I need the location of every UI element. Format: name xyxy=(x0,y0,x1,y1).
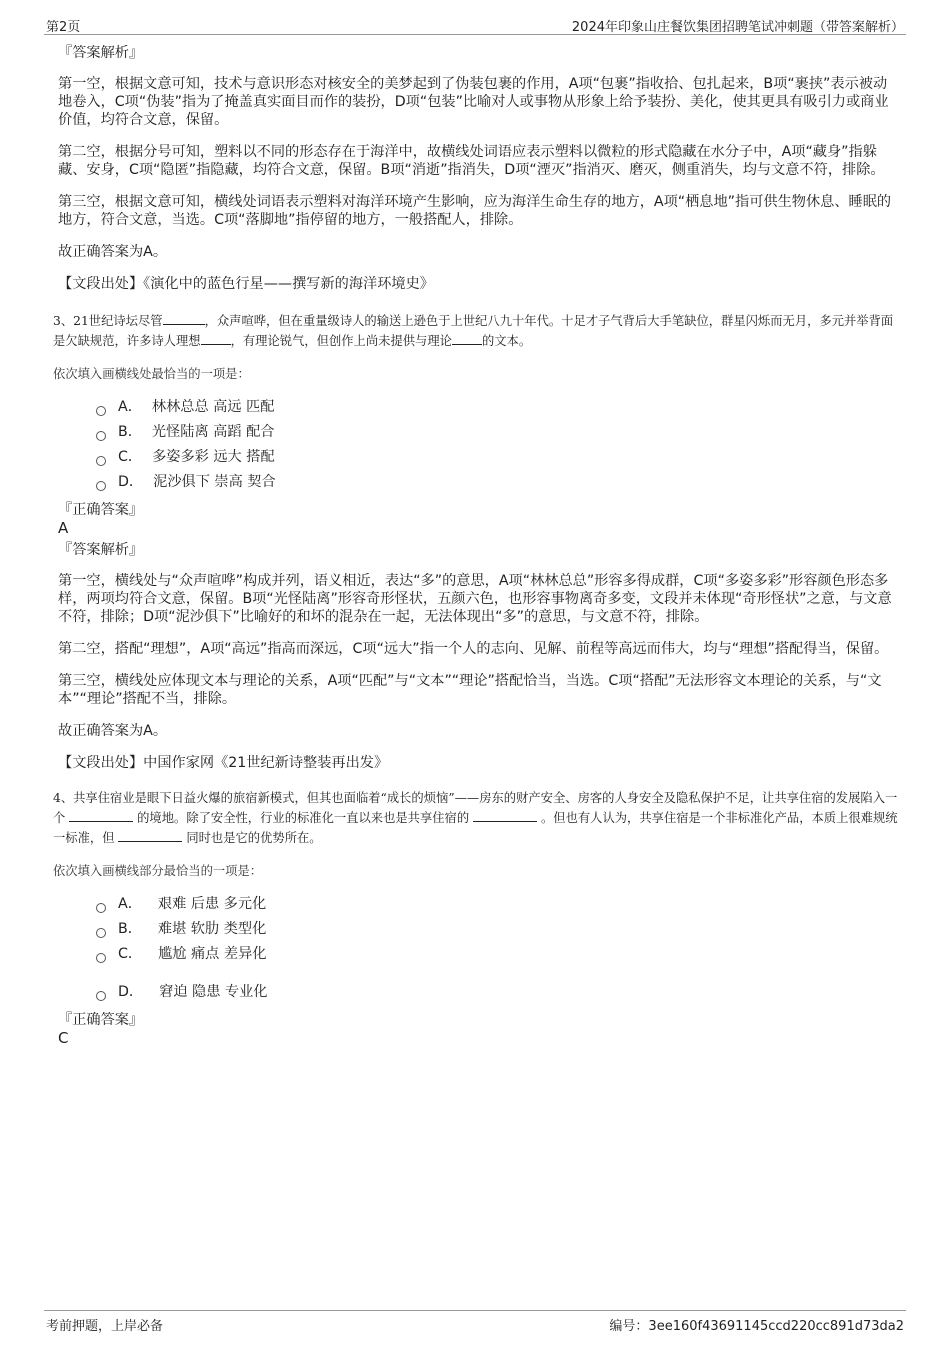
radio-icon[interactable] xyxy=(96,903,106,913)
q3-analysis-p2: 第二空，搭配“理想”，A项“高远”指高而深远，C项“远大”指一个人的志向、见解、前程等高远而伟大，均与“理想”搭配得当，保留。 xyxy=(58,641,889,657)
page-header xyxy=(44,14,906,35)
option-text: 泥沙俱下 崇高 契合 xyxy=(153,474,276,490)
q3-option-b[interactable] xyxy=(96,420,900,445)
q4-prompt: 依次填入画横线部分最恰当的一项是： xyxy=(53,864,263,878)
q3-answer: A xyxy=(58,519,69,537)
q3-text-1: 3、21世纪诗坛尽管 xyxy=(53,314,163,328)
q3-analysis-label: 『答案解析』 xyxy=(58,542,144,558)
q4-text-1: 4、共享住宿业是眼下日益火爆的旅宿新模式，但其也面临着“成长的烦恼”——房东的财产安全、房客的人身安全及隐私保护不足，让共享住宿的发展陷入一个 xyxy=(53,791,898,825)
page-content xyxy=(53,44,900,1051)
q3-option-c[interactable] xyxy=(96,445,900,470)
option-letter: B． xyxy=(118,424,142,440)
q3-option-a[interactable] xyxy=(96,395,900,420)
q3-text-4: 的文本。 xyxy=(481,334,532,348)
q3-prompt: 依次填入画横线处最恰当的一项是： xyxy=(53,367,250,381)
q4-blank-1 xyxy=(69,808,133,822)
q4-question xyxy=(53,788,900,848)
option-text: 窘迫 隐患 专业化 xyxy=(159,984,268,1000)
q2-source: 【文段出处】《演化中的蓝色行星——撰写新的海洋环境史》 xyxy=(58,276,434,292)
option-letter: A． xyxy=(118,399,142,415)
q4-option-c[interactable] xyxy=(96,942,900,967)
option-text: 多姿多彩 远大 搭配 xyxy=(152,449,275,465)
q4-option-b[interactable] xyxy=(96,917,900,942)
q3-text-3: ，有理论锐气，但创作上尚未提供与理论 xyxy=(230,334,452,348)
q3-answer-label: 『正确答案』 xyxy=(58,502,144,518)
radio-icon[interactable] xyxy=(96,953,106,963)
q2-analysis-label: 『答案解析』 xyxy=(58,45,144,61)
option-letter: B． xyxy=(118,921,142,937)
q2-conclusion: 故正确答案为A。 xyxy=(58,244,168,260)
option-text: 光怪陆离 高蹈 配合 xyxy=(151,424,275,440)
q4-option-d[interactable] xyxy=(96,980,900,1005)
page-number: 第2页 xyxy=(46,20,81,35)
radio-icon[interactable] xyxy=(96,991,106,1001)
option-text: 难堪 软肋 类型化 xyxy=(157,921,267,937)
q3-blank-1 xyxy=(163,311,205,325)
q4-blank-2 xyxy=(473,808,537,822)
q3-analysis-p3: 第三空，横线处应体现文本与理论的关系，A项“匹配”与“文本”“理论”搭配恰当，当选。C项“搭配”无法形容文本理论的关系，与“文本”“理论”搭配不当，排除。 xyxy=(58,673,882,707)
q4-text-3: 。但也有人认为，共享住宿是一个非标准化产品，本质上很难规统一标准，但 xyxy=(53,811,898,845)
radio-icon[interactable] xyxy=(96,928,106,938)
document-id: 编号：3ee160f43691145ccd220cc891d73da2 xyxy=(609,1319,904,1334)
footer-slogan: 考前押题，上岸必备 xyxy=(46,1319,164,1334)
q3-blank-2 xyxy=(201,331,231,345)
q3-analysis-p1: 第一空，横线处与“众声喧哗”构成并列，语义相近，表达“多”的意思，A项“林林总总”形容多得成群，C项“多姿多彩”形容颜色形态多样，两项均符合文意，保留。B项“光怪陆离”形容奇形怪状，五颜六色，也形容事物离奇多变，文段并未体现“奇形怪状”之意，与文意不符，排除；D项“泥沙俱下”比喻好的和坏的混杂在一起，无法体现出“多”的意思，与文意不符，排除。 xyxy=(58,573,892,625)
page-footer xyxy=(44,1310,906,1333)
q3-question xyxy=(53,311,900,351)
radio-icon[interactable] xyxy=(96,456,106,466)
q2-analysis-p3: 第三空，根据文意可知，横线处词语表示塑料对海洋环境产生影响，应为海洋生命生存的地方，A项“栖息地”指可供生物休息、睡眠的地方，符合文意，当选。C项“落脚地”指停留的地方，一般搭配人，排除。 xyxy=(58,194,892,228)
q2-analysis-p2: 第二空，根据分号可知，塑料以不同的形态存在于海洋中，故横线处词语应表示塑料以微粒的形式隐藏在水分子中，A项“藏身”指躲藏、安身，C项“隐匿”指隐藏，均符合文意，保留。B项“消逝”指消失，D项“湮灭”指消灭、磨灭，侧重消失，均与文意不符，排除。 xyxy=(58,144,885,178)
option-text: 艰难 后患 多元化 xyxy=(157,896,267,912)
q4-answer-label: 『正确答案』 xyxy=(58,1012,144,1028)
option-letter: C． xyxy=(118,449,143,465)
q3-blank-3 xyxy=(452,331,482,345)
document-title: 2024年印象山庄餐饮集团招聘笔试冲刺题（带答案解析） xyxy=(571,20,904,35)
radio-icon[interactable] xyxy=(96,481,106,491)
q3-conclusion: 故正确答案为A。 xyxy=(58,723,168,739)
option-text: 尴尬 痛点 差异化 xyxy=(158,946,267,962)
option-letter: C． xyxy=(118,946,143,962)
radio-icon[interactable] xyxy=(96,431,106,441)
q4-option-a[interactable] xyxy=(96,892,900,917)
q2-analysis-p1: 第一空，根据文意可知，技术与意识形态对核安全的美梦起到了伪装包裹的作用，A项“包裹”指收拾、包扎起来，B项“裹挟”表示被动地卷入，C项“伪装”指为了掩盖真实面目而作的装扮，D项“包装”比喻对人或事物从形象上给予装扮、美化，使其更具有吸引力或商业价值，均符合文意，保留。 xyxy=(58,76,889,128)
q3-source: 【文段出处】中国作家网《21世纪新诗整装再出发》 xyxy=(58,755,389,771)
q4-answer: C xyxy=(58,1029,69,1047)
option-letter: A． xyxy=(118,896,142,912)
option-letter: D． xyxy=(118,984,144,1000)
q4-text-4: 同时也是它的优势所在。 xyxy=(182,831,322,845)
radio-icon[interactable] xyxy=(96,406,106,416)
q3-text-2: ，众声喧哗，但在重量级诗人的输送上逊色于上世纪八九十年代。十足才子气背后大手笔缺位，群星闪烁而无月，多元并举背面是欠缺规范，许多诗人理想 xyxy=(53,314,894,348)
q3-option-d[interactable] xyxy=(96,470,900,495)
q4-blank-3 xyxy=(118,828,182,842)
option-text: 林林总总 高远 匹配 xyxy=(151,399,275,415)
q4-text-2: 的境地。除了安全性，行业的标准化一直以来也是共享住宿的 xyxy=(133,811,474,825)
option-letter: D． xyxy=(118,474,144,490)
q3-options xyxy=(96,395,900,495)
q4-options xyxy=(96,892,900,1005)
